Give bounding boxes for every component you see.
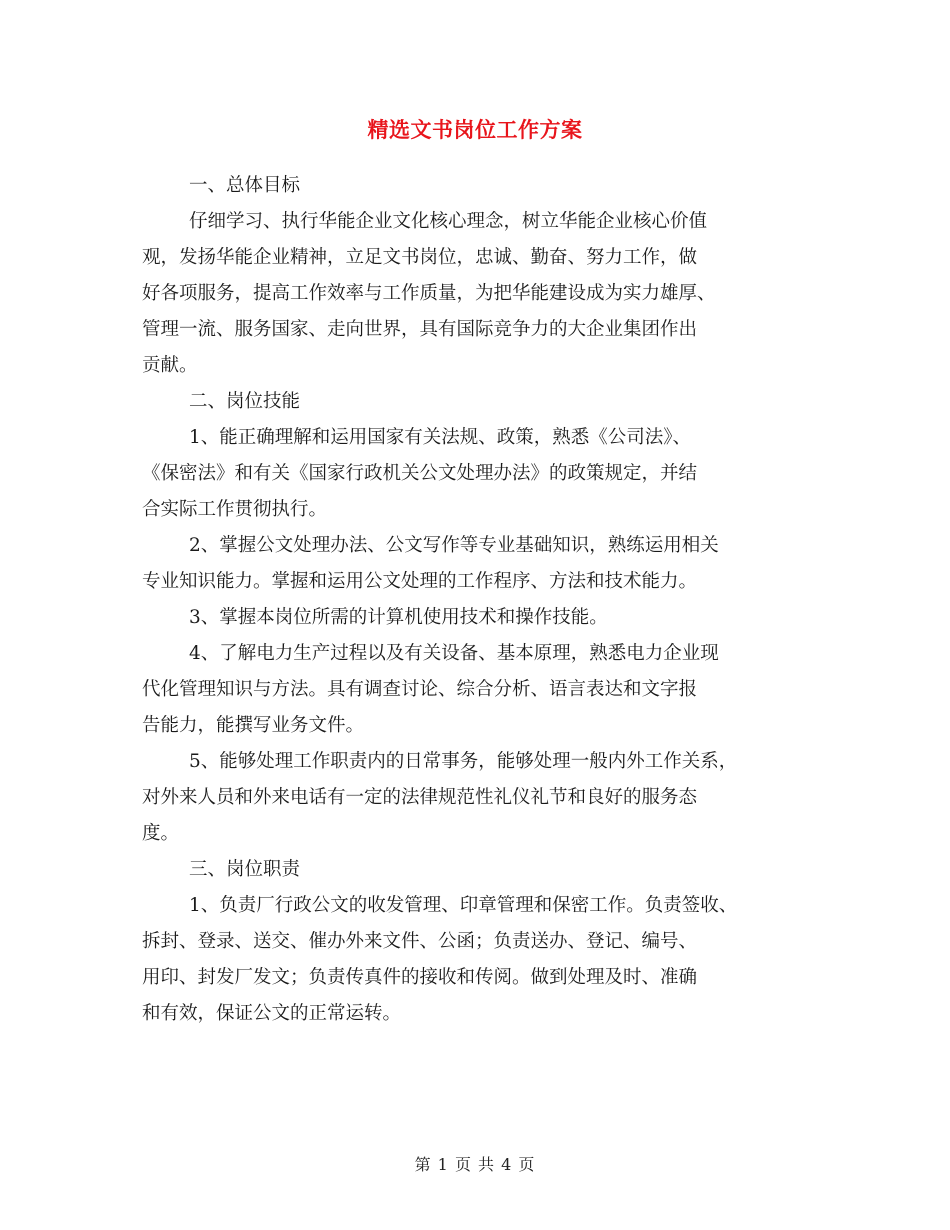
text-line: 告能力，能撰写业务文件。 bbox=[142, 715, 365, 736]
text-line: 三、岗位职责 bbox=[189, 859, 301, 880]
text-line: 拆封、登录、送交、催办外来文件、公函；负责送办、登记、编号、 bbox=[142, 931, 698, 952]
text-line: 合实际工作贯彻执行。 bbox=[142, 499, 328, 520]
document-title: 精选文书岗位工作方案 bbox=[367, 117, 583, 142]
text-line: 代化管理知识与方法。具有调查讨论、综合分析、语言表达和文字报 bbox=[142, 679, 698, 700]
text-line: 一、总体目标 bbox=[189, 175, 301, 196]
text-line: 1、负责厂行政公文的收发管理、印章管理和保密工作。负责签收、 bbox=[189, 895, 738, 916]
text-line: 仔细学习、执行华能企业文化核心理念，树立华能企业核心价值 bbox=[189, 211, 708, 232]
text-line: 专业知识能力。掌握和运用公文处理的工作程序、方法和技术能力。 bbox=[142, 571, 698, 592]
text-line: 《保密法》和有关《国家行政机关公文处理办法》的政策规定，并结 bbox=[142, 463, 698, 484]
text-line: 2、掌握公文处理办法、公文写作等专业基础知识，熟练运用相关 bbox=[189, 535, 719, 556]
text-line: 4、了解电力生产过程以及有关设备、基本原理，熟悉电力企业现 bbox=[189, 643, 719, 664]
text-line: 和有效，保证公文的正常运转。 bbox=[142, 1003, 402, 1024]
text-line: 3、掌握本岗位所需的计算机使用技术和操作技能。 bbox=[189, 607, 608, 628]
text-line: 观，发扬华能企业精神，立足文书岗位，忠诚、勤奋、努力工作，做 bbox=[142, 247, 698, 268]
document-body bbox=[142, 168, 822, 1032]
text-line: 度。 bbox=[142, 823, 180, 844]
text-line: 二、岗位技能 bbox=[189, 391, 301, 412]
text-line: 用印、封发厂发文；负责传真件的接收和传阅。做到处理及时、准确 bbox=[142, 967, 698, 988]
text-line: 对外来人员和外来电话有一定的法律规范性礼仪礼节和良好的服务态 bbox=[142, 787, 698, 808]
text-line: 管理一流、服务国家、走向世界，具有国际竞争力的大企业集团作出 bbox=[142, 319, 698, 340]
text-line: 好各项服务，提高工作效率与工作质量，为把华能建设成为实力雄厚、 bbox=[142, 283, 716, 304]
text-line: 1、能正确理解和运用国家有关法规、政策，熟悉《公司法》、 bbox=[189, 427, 692, 448]
text-line: 5、能够处理工作职责内的日常事务，能够处理一般内外工作关系， bbox=[189, 751, 738, 772]
text-line: 贡献。 bbox=[142, 355, 198, 376]
page-footer: 第 1 页 共 4 页 bbox=[414, 1155, 536, 1174]
